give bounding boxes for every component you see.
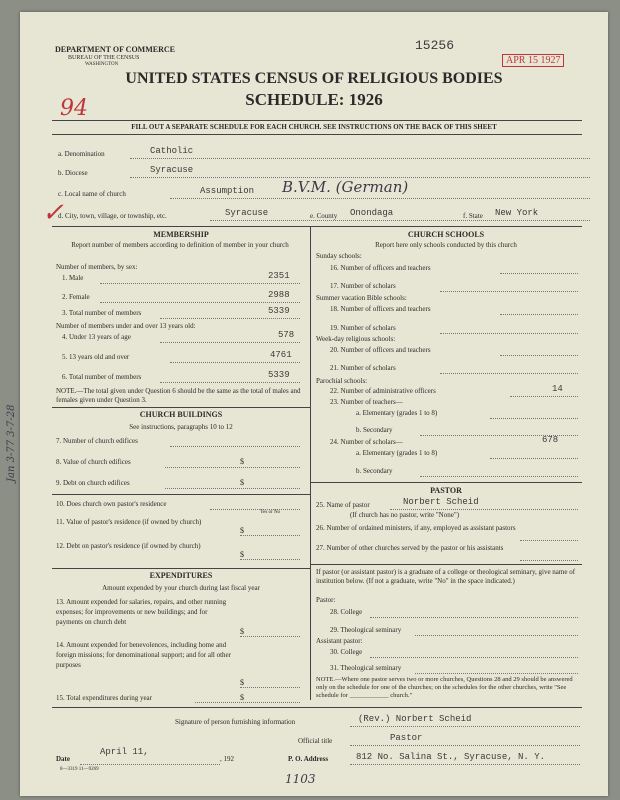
expenditures-intro: Amount expended by your church during last fiscal year (102, 584, 260, 592)
county-label: e. County (310, 212, 338, 220)
church-name-handwritten: B.V.M. (German) (282, 178, 409, 196)
age-intro: Number of members under and over 13 years old: (56, 322, 196, 330)
serial-number: 15256 (415, 38, 455, 53)
q9-label: 9. Debt on church edifices (56, 479, 130, 487)
q13-label: 13. Amount expended for salaries, repairs, and other running expenses; for improvements or new buildings; and for payments on church debt (56, 598, 227, 626)
q14-dollar: $ (240, 678, 244, 687)
q13-dollar: $ (240, 627, 244, 636)
po-address-value: 812 No. Salina St., Syracuse, N. Y. (356, 752, 546, 762)
pastor-name-value: Norbert Scheid (403, 497, 479, 507)
q21-label: 21. Number of scholars (330, 364, 396, 372)
q6-label: 6. Total number of members (62, 373, 142, 381)
census-schedule-form (6, 12, 608, 796)
q19-label: 19. Number of scholars (330, 324, 396, 332)
sunday-label: Sunday schools: (316, 252, 362, 260)
signature-label: Signature of person furnishing information (175, 718, 296, 726)
q3-value: 5339 (268, 306, 290, 316)
summer-label: Summer vacation Bible schools: (316, 294, 407, 302)
q10-label: 10. Does church own pastor's residence (56, 500, 167, 508)
q5-value: 4761 (270, 350, 292, 360)
buildings-heading: CHURCH BUILDINGS (139, 410, 223, 419)
q6-value: 5339 (268, 370, 290, 380)
state-value: New York (495, 208, 539, 218)
schools-intro: Report here only schools conducted by this church (375, 241, 517, 249)
membership-heading: MEMBERSHIP (153, 230, 209, 239)
q8-dollar: $ (240, 457, 244, 466)
q1-label: 1. Male (62, 274, 84, 282)
q12-dollar: $ (240, 550, 244, 559)
q11-label: 11. Value of pastor's residence (if owned by church) (56, 518, 202, 526)
q4-label: 4. Under 13 years of age (62, 333, 131, 341)
q24-secondary-label: b. Secondary (356, 467, 393, 475)
membership-note: NOTE.—The total given under Question 6 should be the same as the total of males and females given under Question 3. (56, 387, 301, 404)
buildings-sub: See instructions, paragraphs 10 to 12 (129, 423, 233, 431)
q25-note: (If church has no pastor, write "None") (350, 511, 460, 519)
church-name-label: c. Local name of church (58, 190, 126, 198)
margin-handwriting: Jan 3-77 3-7-28 (6, 404, 17, 482)
received-stamp: APR 15 1927 (502, 54, 564, 67)
date-year: , 192 (220, 755, 234, 763)
q11-dollar: $ (240, 526, 244, 535)
q15-label: 15. Total expenditures during year (56, 694, 152, 702)
q8-label: 8. Value of church edifices (56, 458, 131, 466)
q26-label: 26. Number of ordained ministers, if any, employed as assistant pastors (316, 524, 516, 532)
q4-value: 578 (278, 330, 295, 340)
q23-elementary-label: a. Elementary (grades 1 to 8) (356, 409, 438, 417)
membership-intro: Report number of members according to definition of member in your church (71, 241, 289, 249)
city-name: WASHINGTON (85, 62, 119, 67)
q12-label: 12. Debt on pastor's residence (if owned by church) (56, 542, 201, 550)
q2-value: 2988 (268, 290, 290, 300)
q23-secondary-label: b. Secondary (356, 426, 393, 434)
q28-label: 28. College (330, 608, 363, 616)
city-label: d. City, town, village, or township, etc. (58, 212, 167, 220)
q2-label: 2. Female (62, 293, 90, 301)
yes-no-hint: Yes or No (260, 510, 281, 515)
q30-label: 30. College (330, 648, 363, 656)
q22-value: 14 (552, 384, 563, 394)
diocese-label: b. Diocese (58, 169, 88, 177)
q5-label: 5. 13 years old and over (62, 353, 130, 361)
q29-label: 29. Theological seminary (330, 626, 402, 634)
q24-elementary-label: a. Elementary (grades 1 to 8) (356, 449, 438, 457)
po-address-label: P. O. Address (288, 755, 329, 763)
dept-name: DEPARTMENT OF COMMERCE (55, 45, 176, 54)
q22-label: 22. Number of administrative officers (330, 387, 436, 395)
state-label: f. State (463, 212, 483, 220)
diocese-value: Syracuse (150, 165, 194, 175)
official-title-label: Official title (298, 737, 333, 745)
date-label: Date (56, 755, 70, 763)
instruction-line: FILL OUT A SEPARATE SCHEDULE FOR EACH CHURCH. SEE INSTRUCTIONS ON THE BACK OF THIS SHEET (131, 123, 497, 131)
by-sex-label: Number of members, by sex: (56, 263, 138, 271)
q14-label: 14. Amount expended for benevolences, including home and foreign missions; for denominational support; and for all other purposes (56, 641, 231, 669)
schools-heading: CHURCH SCHOOLS (407, 230, 485, 239)
handwritten-number: 94 (60, 96, 88, 121)
denomination-value: Catholic (150, 146, 194, 156)
q24-value: 678 (542, 435, 559, 445)
form-subtitle: SCHEDULE: 1926 (245, 90, 383, 109)
q9-dollar: $ (240, 478, 244, 487)
church-name-value: Assumption (200, 186, 255, 196)
q31-label: 31. Theological seminary (330, 664, 402, 672)
q25-label: 25. Name of pastor (316, 501, 370, 509)
weekday-label: Week-day religious schools: (316, 335, 396, 343)
expenditures-heading: EXPENDITURES (149, 571, 213, 580)
q16-label: 16. Number of officers and teachers (330, 264, 431, 272)
pastor-sublabel: Pastor: (316, 596, 336, 604)
county-value: Onondaga (350, 208, 394, 218)
date-value: April 11, (100, 747, 149, 757)
q20-label: 20. Number of officers and teachers (330, 346, 431, 354)
pastor-note: NOTE.—Where one pastor serves two or more churches, Questions 28 and 29 should be answered only on the schedule for one of the churches; on the schedules for the other churches, write "See schedule for ____________ church." (316, 676, 573, 699)
city-value: Syracuse (225, 208, 269, 218)
signature-value: (Rev.) Norbert Scheid (358, 714, 472, 724)
q18-label: 18. Number of officers and teachers (330, 305, 431, 313)
denomination-label: a. Denomination (58, 150, 105, 158)
q1-value: 2351 (268, 271, 290, 281)
parochial-label: Parochial schools: (316, 377, 368, 385)
handwritten-bottom-number: 1103 (285, 772, 316, 786)
form-title: UNITED STATES CENSUS OF RELIGIOUS BODIES (125, 70, 503, 87)
q23-label: 23. Number of teachers— (330, 398, 403, 406)
red-check-mark: ✓ (42, 198, 64, 228)
q17-label: 17. Number of scholars (330, 282, 396, 290)
graduate-instruction: If pastor (or assistant pastor) is a graduate of a college or theological seminary, give name of institution below. (If not a graduate, write "No" in the space indicated.) (316, 568, 576, 585)
q27-label: 27. Number of other churches served by the pastor or his assistants (316, 544, 504, 552)
q3-label: 3. Total number of members (62, 309, 142, 317)
print-code: 8—3319 11—9269 (60, 767, 99, 772)
assistant-sublabel: Assistant pastor: (316, 637, 363, 645)
q7-label: 7. Number of church edifices (56, 437, 138, 445)
pastor-heading: PASTOR (430, 486, 462, 495)
q15-dollar: $ (240, 693, 244, 702)
official-title-value: Pastor (390, 733, 423, 743)
q24-label: 24. Number of scholars— (330, 438, 403, 446)
bureau-name: BUREAU OF THE CENSUS (68, 55, 140, 61)
